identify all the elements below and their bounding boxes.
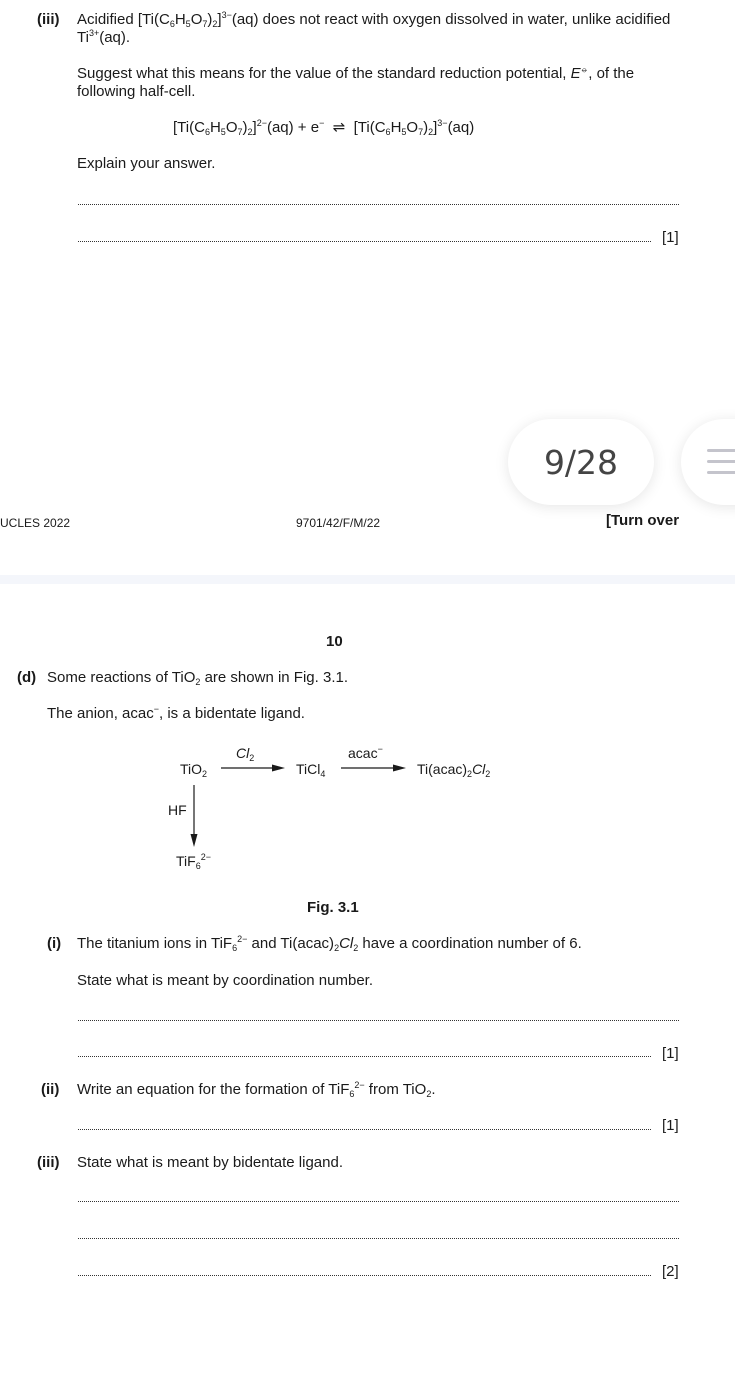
arrow-tio2-to-tif6	[191, 785, 198, 847]
arrow-label-acac: acac−	[348, 744, 383, 761]
question-iii-line-2: $Ti^{3+}(aq)$.	[77, 28, 131, 46]
footer-turn-over: [Turn over	[606, 512, 680, 529]
answer-line[interactable]	[78, 1056, 651, 1057]
question-number-ii: (ii)	[41, 1081, 60, 1098]
explain-text: Explain your answer.	[77, 155, 216, 172]
mark-allocation: [1]	[662, 229, 679, 246]
question-number-d: (d)	[17, 669, 37, 686]
half-cell-equation: $[Ti(C_6H_5O_7)_2]^{2-}(aq) + e^-$ ⇌ $[Ti(C_6H_5O_7)_2]^{3-}(aq)$	[173, 118, 475, 137]
suggest-text-line-2: following half-cell.	[77, 83, 196, 100]
arrow-label-cl2: $Cl_2$	[236, 745, 255, 763]
mark-allocation: [1]	[662, 1117, 679, 1134]
question-i-instruction: State what is meant by coordination number.	[77, 972, 374, 989]
arrow-ticl4-to-product	[341, 765, 406, 772]
question-d-text: Some reactions of TiO$_2$ are shown in Fig. 3.1.	[47, 669, 348, 687]
question-number-iii: (iii)	[37, 11, 60, 28]
suggest-text-line-1: Suggest what this means for the value of the standard reduction potential, E⦵, of the	[77, 64, 635, 82]
page-number: 10	[326, 633, 343, 650]
species-tio2: TiO$_2$	[180, 761, 208, 779]
answer-line[interactable]	[78, 1275, 651, 1276]
footer-paper-code: 9701/42/F/M/22	[296, 516, 381, 530]
equilibrium-arrow: ⇌	[332, 119, 346, 136]
arrow-label-hf: HF	[168, 802, 187, 818]
answer-line[interactable]	[78, 1238, 679, 1239]
question-iii-line-1: Acidified $[Ti(C_6H_5O_7)_2]^{3-}(aq)$ does not react with oxygen dissolved in water, unlike acidified	[77, 10, 671, 29]
question-i-text: The titanium ions in TiF$_6^{2-}$ and $Ti(acac)_2Cl_2$ have a coordination number of 6.	[77, 934, 582, 953]
figure-caption: Fig. 3.1	[307, 899, 359, 916]
species-tif6: TiF$_6^{2-}$	[176, 852, 211, 871]
answer-line[interactable]	[78, 1129, 651, 1130]
species-ticl4: TiCl$_4$	[296, 761, 326, 779]
species-ti-acac2-cl2: $Ti(acac)_2Cl_2$	[417, 761, 491, 779]
question-number-i: (i)	[47, 935, 62, 952]
footer-copyright: UCLES 2022	[0, 516, 71, 530]
question-iii-d-text: State what is meant by bidentate ligand.	[77, 1154, 344, 1171]
question-number-iii-d: (iii)	[37, 1154, 60, 1171]
anion-text: The anion, acac−, is a bidentate ligand.	[47, 704, 305, 722]
answer-line[interactable]	[78, 1201, 679, 1202]
question-ii-text: Write an equation for the formation of TiF$_6^{2-}$ from TiO$_2$.	[77, 1080, 436, 1099]
arrow-tio2-to-ticl4	[221, 765, 285, 772]
mark-allocation: [1]	[662, 1045, 679, 1062]
mark-allocation: [2]	[662, 1263, 679, 1280]
page-indicator[interactable]: 9/28	[508, 419, 654, 505]
answer-line[interactable]	[78, 1020, 679, 1021]
